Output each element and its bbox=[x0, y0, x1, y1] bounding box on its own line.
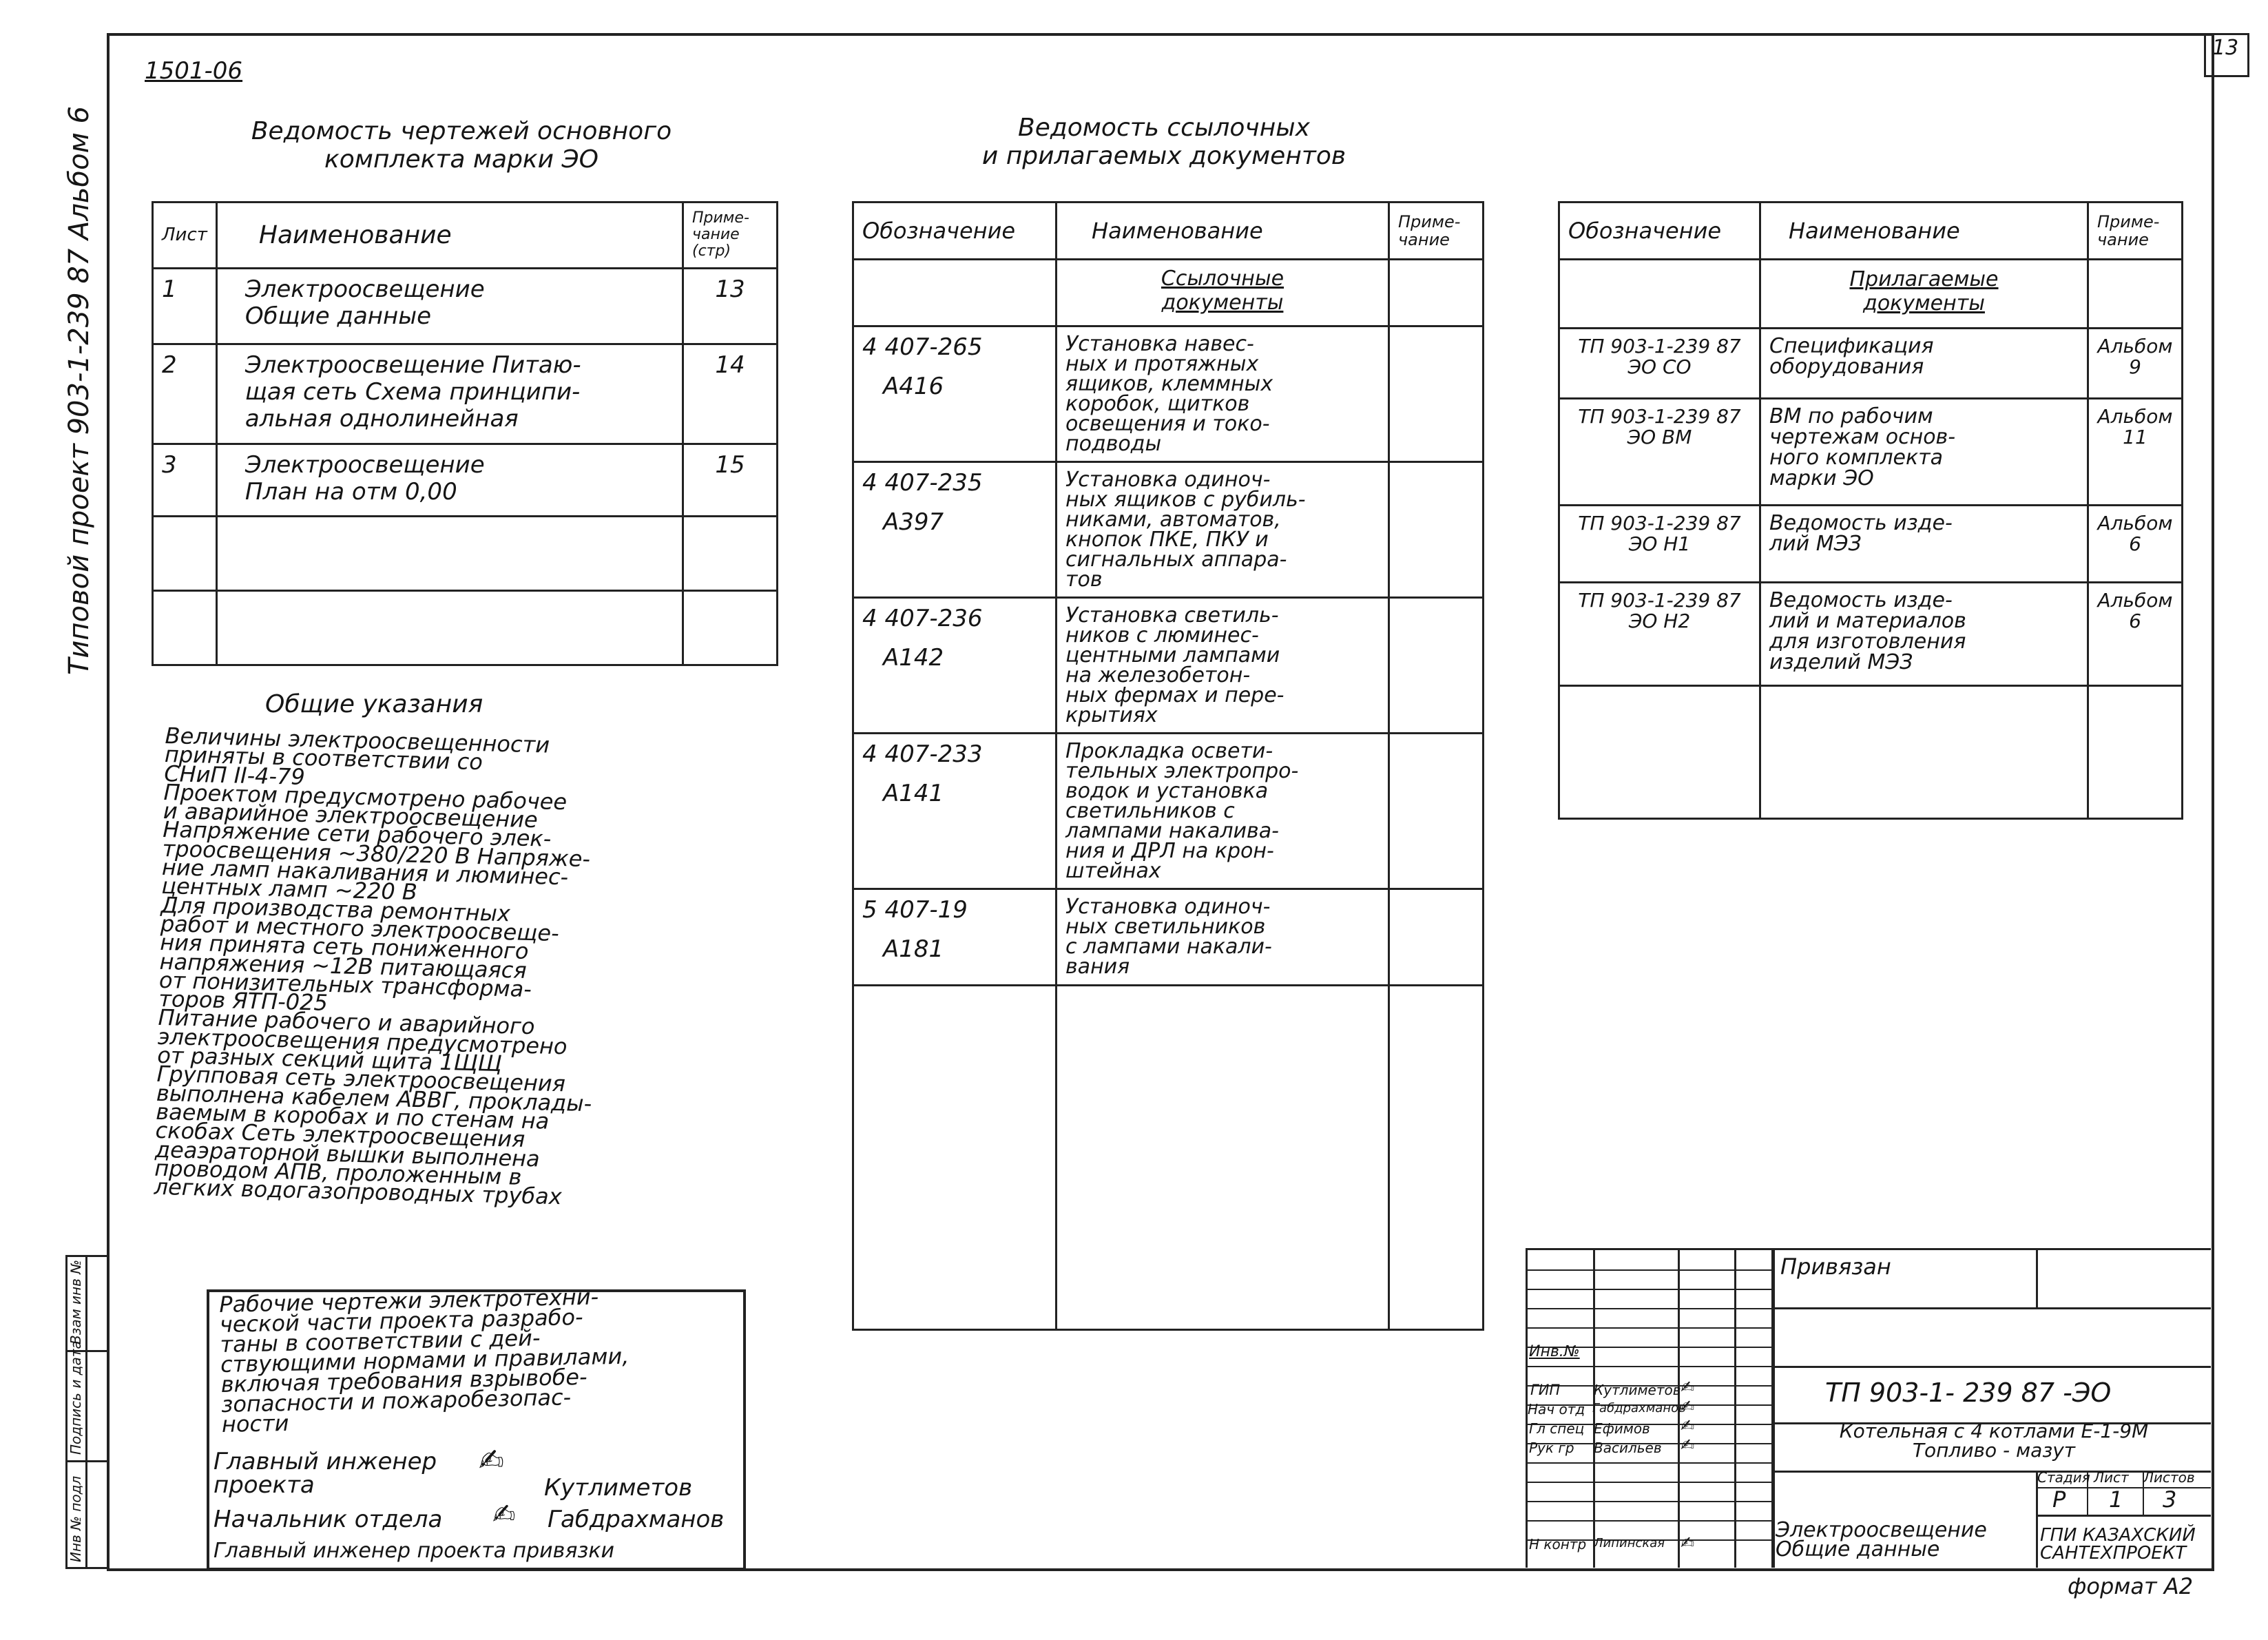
side-stamp-replace: Взам инв № bbox=[67, 1259, 84, 1345]
sheet-title: Электроосвещение Общие данные bbox=[1776, 1518, 1987, 1561]
signer-name-head: Габдрахманов bbox=[1592, 1401, 1686, 1415]
table-row bbox=[853, 734, 1484, 889]
section-title: Прилагаемые документы bbox=[1760, 260, 2088, 329]
sheet-number: 3 bbox=[153, 444, 217, 516]
designation: ТП 903-1- 239 87 -ЭО bbox=[1825, 1378, 2112, 1408]
table-row bbox=[853, 462, 1484, 598]
format-label: формат А2 bbox=[2068, 1573, 2194, 1599]
table-row bbox=[1559, 399, 2183, 506]
doc-code: ТП 903-1-239 87 ЭО Н2 bbox=[1559, 583, 1760, 686]
table-row-empty bbox=[153, 516, 778, 590]
table-row-empty bbox=[853, 986, 1484, 1330]
signer-role-group: Рук гр bbox=[1529, 1440, 1574, 1456]
table-row bbox=[853, 598, 1484, 734]
side-stamp-inv: Инв № подл bbox=[67, 1475, 84, 1562]
chief-engineer-name: Кутлиметов bbox=[544, 1474, 693, 1502]
col-designation: Обозначение bbox=[1559, 203, 1760, 260]
compliance-text: Рабочие чертежи электротехни- ческой части проекта разрабо- таны в соответствии с дей- ствующими нормами и правилами, включая требования взрывобе- зопасности и пожаробезопас- ности bbox=[218, 1283, 630, 1437]
sheet-name: Электроосвещение Питаю- щая сеть Схема принципи- альная однолинейная bbox=[216, 344, 683, 444]
doc-note: Альбом 6 bbox=[2088, 506, 2183, 583]
reference-docs-table bbox=[852, 201, 1484, 1331]
doc-code bbox=[853, 326, 1057, 462]
doc-name: Установка навес- ных и протяжных ящиков, клеммных коробок, щитков освещения и токо- подводы bbox=[1057, 326, 1389, 462]
doc-note: Альбом 11 bbox=[2088, 399, 2183, 506]
sheet-number: 2 bbox=[153, 344, 217, 444]
side-title: Типовой проект 903-1-239 87 Альбом 6 bbox=[63, 106, 95, 675]
reference-docs-title-line2: и прилагаемых документов bbox=[981, 142, 1346, 171]
sheet-value: 1 bbox=[2109, 1486, 2123, 1513]
general-notes-text: Величины электроосвещенности приняты в соответствии со СНиП II-4-79 Проектом предусмотрено рабочее и аварийное электроосвещение Напряжение сети рабочего элек- троосвещения ~380/220 В Напряже- ние ламп накаливания и люминес- центных ламп ~220 В Для производства ремонтных работ и местного электроосвеще- ния принята сеть пониженного напряжения ~12В питающаяся от понизительных трансформа- торов ЯТП-025 Питание рабочего и аварийного электроосвещения предусмотрено от разных секций щита 1ЩЩ Групповая сеть электроосвещения выполнена кабелем АВВГ, проклады- ваемым в коробах и по стенам на скобах Сеть электроосвещения деаэраторной вышки выполнена проводом АПВ, проложенным в легких водогазопроводных трубах bbox=[154, 723, 592, 1210]
doc-album: А141 bbox=[883, 780, 944, 808]
doc-code bbox=[853, 462, 1057, 598]
dept-head-signature: ✍ bbox=[492, 1499, 516, 1530]
chief-engineer-label: Главный инженер проекта bbox=[214, 1448, 437, 1499]
doc-code-series: 4 407-233 bbox=[862, 740, 983, 768]
table-row bbox=[1559, 583, 2183, 686]
table-row-empty bbox=[1559, 686, 2183, 819]
doc-name: Ведомость изде- лий и материалов для изготовления изделий МЭЗ bbox=[1760, 583, 2088, 686]
col-name: Наименование bbox=[1057, 203, 1389, 260]
doc-code-series: 4 407-265 bbox=[862, 333, 983, 361]
control-signature-mark: ✍ bbox=[1681, 1533, 1695, 1553]
doc-code-series: 4 407-236 bbox=[862, 605, 983, 632]
drawings-list-title-line2: комплекта марки ЭО bbox=[324, 145, 599, 174]
sheet-name: Электроосвещение Общие данные bbox=[216, 268, 683, 344]
stage-label: Стадия bbox=[2037, 1469, 2090, 1486]
table-row bbox=[853, 889, 1484, 986]
doc-code: ТП 903-1-239 87 ЭО Н1 bbox=[1559, 506, 1760, 583]
table-row bbox=[153, 444, 778, 516]
sheets-label: Листов bbox=[2143, 1469, 2195, 1486]
doc-name: Установка одиноч- ных ящиков с рубиль- никами, автоматов, кнопок ПКЕ, ПКУ и сигнальных аппара- тов bbox=[1057, 462, 1389, 598]
doc-note: Альбом 9 bbox=[2088, 329, 2183, 399]
table-row bbox=[153, 268, 778, 344]
signer-name-spec: Ефимов bbox=[1594, 1420, 1650, 1437]
doc-name: Ведомость изде- лий МЭЗ bbox=[1760, 506, 2088, 583]
reference-docs-title bbox=[916, 114, 1412, 171]
table-row bbox=[853, 326, 1484, 462]
doc-name: Спецификация оборудования bbox=[1760, 329, 2088, 399]
drawings-list-title bbox=[207, 117, 716, 174]
side-stamp-signature-date: Подпись и дата bbox=[67, 1340, 84, 1455]
signer-role-head: Нач отд bbox=[1528, 1401, 1585, 1418]
general-notes-title: Общие указания bbox=[265, 690, 483, 718]
signatures-mark: ✍ ✍ ✍ ✍ bbox=[1681, 1378, 1695, 1455]
signer-name-control: Липинская bbox=[1594, 1536, 1665, 1550]
doc-name: ВМ по рабочим чертежам основ- ного комплекта марки ЭО bbox=[1760, 399, 2088, 506]
col-name: Наименование bbox=[216, 203, 683, 269]
attached-docs-table bbox=[1558, 201, 2183, 820]
doc-name: Установка светиль- ников с люминес- центными лампами на железобетон- ных фермах и пере- крытиях bbox=[1057, 598, 1389, 734]
dept-head-label: Начальник отдела bbox=[214, 1506, 443, 1533]
sheet-number: 1 bbox=[153, 268, 217, 344]
doc-code bbox=[853, 598, 1057, 734]
chief-engineer-signature: ✍ bbox=[479, 1443, 504, 1478]
col-sheet: Лист bbox=[153, 203, 217, 269]
dept-head-name: Габдрахманов bbox=[548, 1506, 725, 1533]
signer-role-gip: ГИП bbox=[1530, 1382, 1561, 1398]
sheet-page: 13 bbox=[683, 268, 778, 344]
sheet-page: 14 bbox=[683, 344, 778, 444]
doc-name: Установка одиноч- ных светильников с лампами накали- вания bbox=[1057, 889, 1389, 986]
table-row-empty bbox=[153, 590, 778, 665]
col-note: Приме- чание bbox=[1389, 203, 1484, 260]
doc-code-series: 5 407-19 bbox=[862, 896, 968, 924]
doc-code bbox=[853, 734, 1057, 889]
doc-code: ТП 903-1-239 87 ЭО ВМ bbox=[1559, 399, 1760, 506]
drawings-list-title-line1: Ведомость чертежей основного bbox=[251, 117, 672, 145]
doc-code: ТП 903-1-239 87 ЭО СО bbox=[1559, 329, 1760, 399]
doc-note: Альбом 6 bbox=[2088, 583, 2183, 686]
doc-code-series: 4 407-235 bbox=[862, 469, 983, 497]
doc-album: А142 bbox=[883, 644, 944, 672]
drawings-table bbox=[152, 201, 778, 666]
sheet-label: Лист bbox=[2094, 1469, 2129, 1486]
signer-role-spec: Гл спец bbox=[1529, 1420, 1585, 1437]
bound-label: Привязан bbox=[1780, 1254, 1891, 1280]
reference-docs-title-line1: Ведомость ссылочных bbox=[1018, 114, 1310, 142]
signer-name-group: Васильев bbox=[1594, 1440, 1662, 1456]
table-row bbox=[153, 344, 778, 444]
object-name: Котельная с 4 котлами Е-1-9М Топливо - мазут bbox=[1839, 1420, 2149, 1462]
binding-engineer-label: Главный инженер проекта привязки bbox=[214, 1539, 614, 1563]
table-row bbox=[1559, 506, 2183, 583]
doc-name: Прокладка освети- тельных электропро- водок и установка светильников с лампами накалива- ния и ДРЛ на крон- штейнах bbox=[1057, 734, 1389, 889]
doc-album: А416 bbox=[883, 373, 944, 401]
section-title: Ссылочные документы bbox=[1057, 260, 1389, 326]
inv-no-label: Инв.№ bbox=[1529, 1343, 1580, 1360]
doc-album: А181 bbox=[883, 935, 944, 964]
doc-album: А397 bbox=[883, 508, 944, 537]
organization: ГПИ КАЗАХСКИЙ САНТЕХПРОЕКТ bbox=[2040, 1525, 2196, 1564]
col-note: Приме- чание (стр) bbox=[683, 203, 778, 269]
col-note: Приме- чание bbox=[2088, 203, 2183, 260]
signer-role-control: Н контр bbox=[1529, 1536, 1587, 1553]
sheet-page: 15 bbox=[683, 444, 778, 516]
signer-name-gip: Кутлиметов bbox=[1594, 1382, 1681, 1398]
doc-code bbox=[853, 889, 1057, 986]
table-row bbox=[1559, 329, 2183, 399]
document-code: 1501-06 bbox=[145, 57, 243, 85]
page-number: 13 bbox=[2212, 36, 2239, 60]
col-name: Наименование bbox=[1760, 203, 2088, 260]
sheets-value: 3 bbox=[2163, 1486, 2177, 1513]
sheet-name: Электроосвещение План на отм 0,00 bbox=[216, 444, 683, 516]
col-designation: Обозначение bbox=[853, 203, 1057, 260]
stage-value: Р bbox=[2052, 1486, 2066, 1513]
